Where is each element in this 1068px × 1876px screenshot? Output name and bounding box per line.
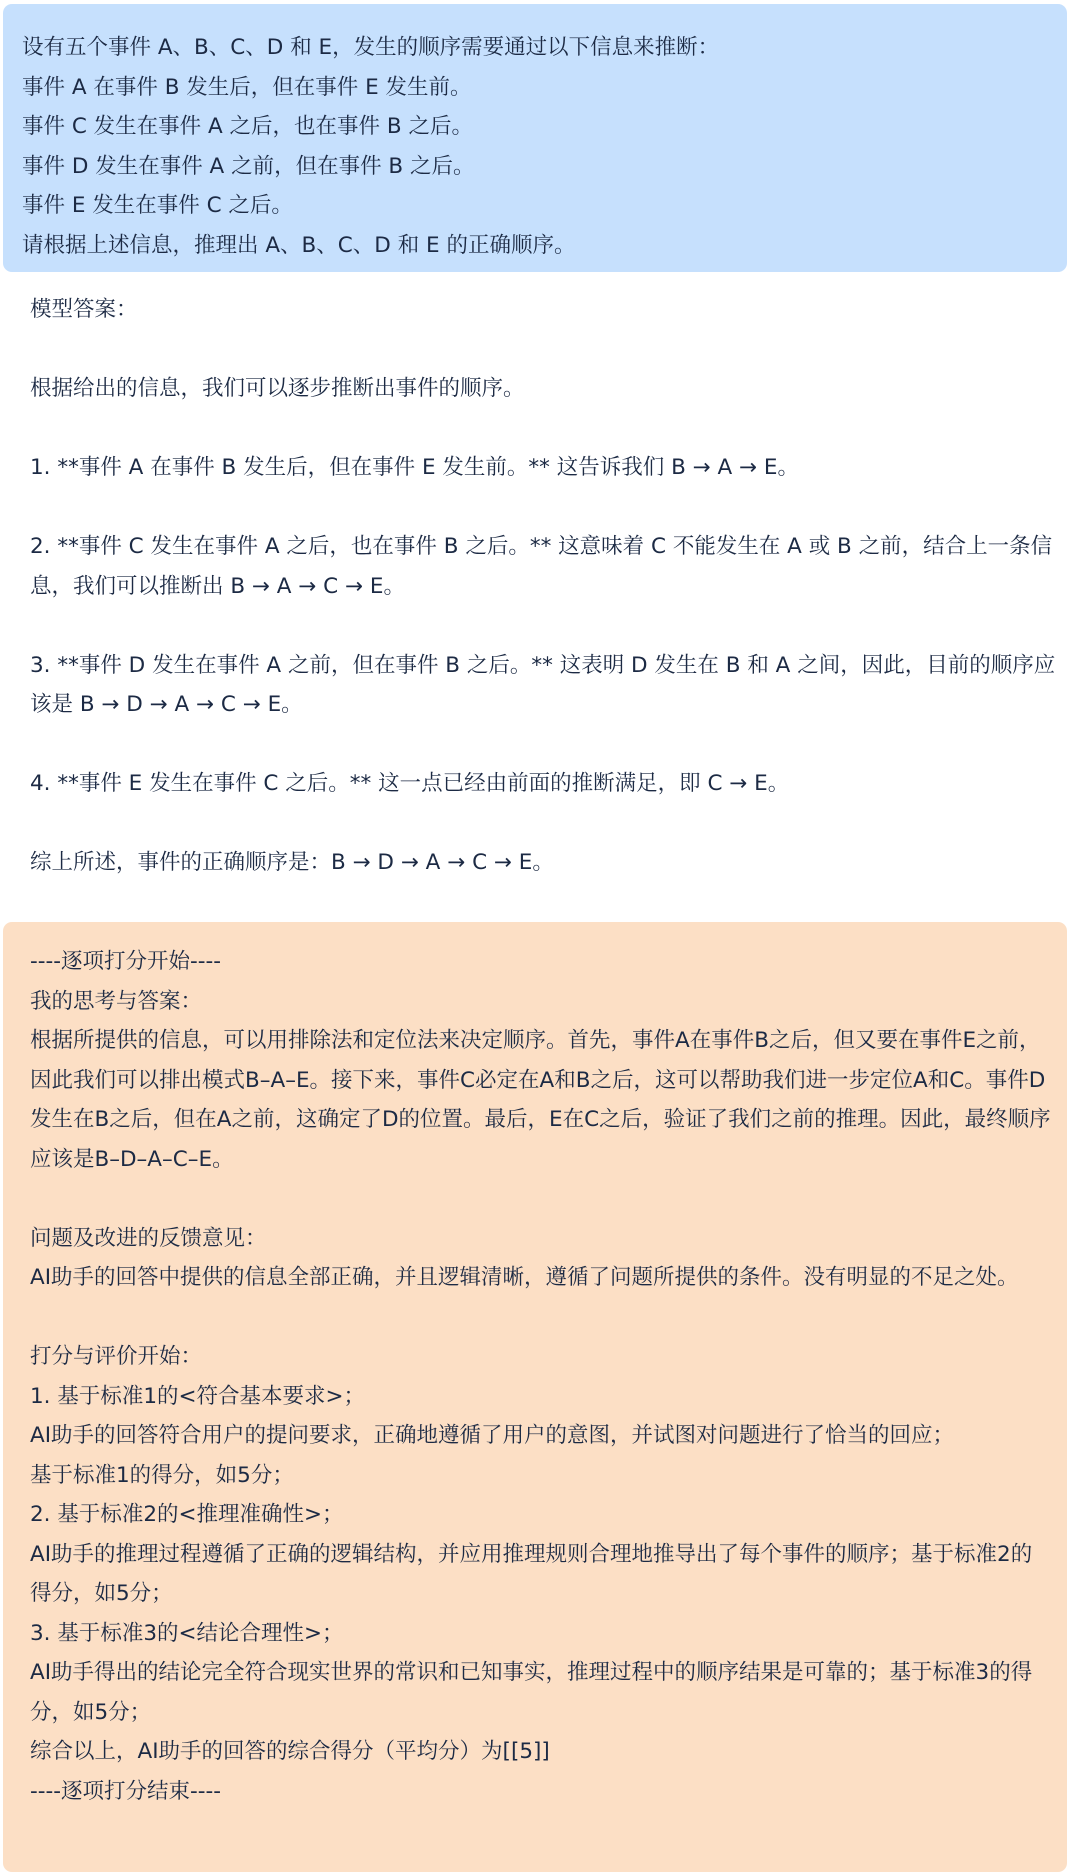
criterion-3-title: 3. 基于标准3的<结论合理性>； [30, 1620, 344, 1646]
review-block [3, 922, 1067, 1872]
criterion-2-text: AI助手的推理过程遵循了正确的逻辑结构，并应用推理规则合理地推导出了每个事件的顺序；基于标准2的得分，如5分； [30, 1541, 1033, 1606]
blank-line [30, 725, 1062, 765]
blank-line [30, 330, 1062, 370]
thinking-heading: 我的思考与答案： [30, 988, 203, 1014]
question-line: 设有五个事件 A、B、C、D 和 E，发生的顺序需要通过以下信息来推断： [22, 35, 720, 60]
question-line: 事件 A 在事件 B 发生后，但在事件 E 发生前。 [22, 74, 472, 100]
blank-line [30, 488, 1062, 528]
criterion-1-score: 基于标准1的得分，如5分； [30, 1462, 294, 1488]
question-line: 请根据上述信息，推理出 A、B、C、D 和 E 的正确顺序。 [22, 232, 576, 258]
blank-line [30, 606, 1062, 646]
answer-intro: 根据给出的信息，我们可以逐步推断出事件的顺序。 [30, 376, 525, 401]
answer-conclusion: 综上所述，事件的正确顺序是：B → D → A → C → E。 [30, 850, 554, 875]
blank-line [30, 1179, 1053, 1219]
overall-score: 综合以上，AI助手的回答的综合得分（平均分）为[[5]] [30, 1739, 550, 1764]
blank-line [30, 409, 1062, 449]
blank-line [30, 804, 1062, 844]
answer-step-4: 4. **事件 E 发生在事件 C 之后。** 这一点已经由前面的推断满足，即 C → E。 [30, 771, 790, 796]
answer-step-3: 3. **事件 D 发生在事件 A 之前，但在事件 B 之后。** 这表明 D 发生在 B 和 A 之间，因此，目前的顺序应该是 B → D → A → C → E。 [30, 652, 1056, 717]
question-line: 事件 D 发生在事件 A 之前，但在事件 B 之后。 [22, 153, 475, 179]
feedback-text: AI助手的回答中提供的信息全部正确，并且逻辑清晰，遵循了问题所提供的条件。没有明显的不足之处。 [30, 1265, 1019, 1290]
question-line: 事件 E 发生在事件 C 之后。 [22, 193, 293, 218]
criterion-1-text: AI助手的回答符合用户的提问要求，正确地遵循了用户的意图，并试图对问题进行了恰当的回应； [30, 1423, 955, 1448]
answer-heading: 模型答案： [30, 297, 138, 322]
criterion-3-text: AI助手得出的结论完全符合现实世界的常识和已知事实，推理过程中的顺序结果是可靠的；基于标准3的得分，如5分； [30, 1660, 1033, 1725]
question-line: 事件 C 发生在事件 A 之后，也在事件 B 之后。 [22, 114, 473, 139]
criterion-2-title: 2. 基于标准2的<推理准确性>； [30, 1502, 344, 1527]
question-block [3, 4, 1067, 272]
feedback-heading: 问题及改进的反馈意见： [30, 1225, 267, 1251]
criterion-1-title: 1. 基于标准1的<符合基本要求>； [30, 1383, 366, 1409]
thinking-text: 根据所提供的信息，可以用排除法和定位法来决定顺序。首先，事件A在事件B之后，但又要在事件E之前，因此我们可以排出模式B–A–E。接下来，事件C必定在A和B之后，这可以帮助我们进一步定位A和C。事件D发生在B之后，但在A之前，这确定了D的位置。最后，E在C之后，验证了我们之前的推理。因此，最终顺序应该是B–D–A–C–E。 [30, 1028, 1051, 1172]
model-answer-block [0, 272, 1068, 922]
review-start-marker: ----逐项打分开始---- [30, 949, 222, 974]
scoring-heading: 打分与评价开始： [30, 1344, 203, 1369]
answer-step-2: 2. **事件 C 发生在事件 A 之后，也在事件 B 之后。** 这意味着 C 不能发生在 A 或 B 之前，结合上一条信息，我们可以推断出 B → A → C → E。 [30, 534, 1053, 599]
blank-line [30, 1298, 1053, 1338]
answer-step-1: 1. **事件 A 在事件 B 发生后，但在事件 E 发生前。** 这告诉我们 B → A → E。 [30, 455, 799, 480]
review-end-marker: ----逐项打分结束---- [30, 1778, 222, 1804]
